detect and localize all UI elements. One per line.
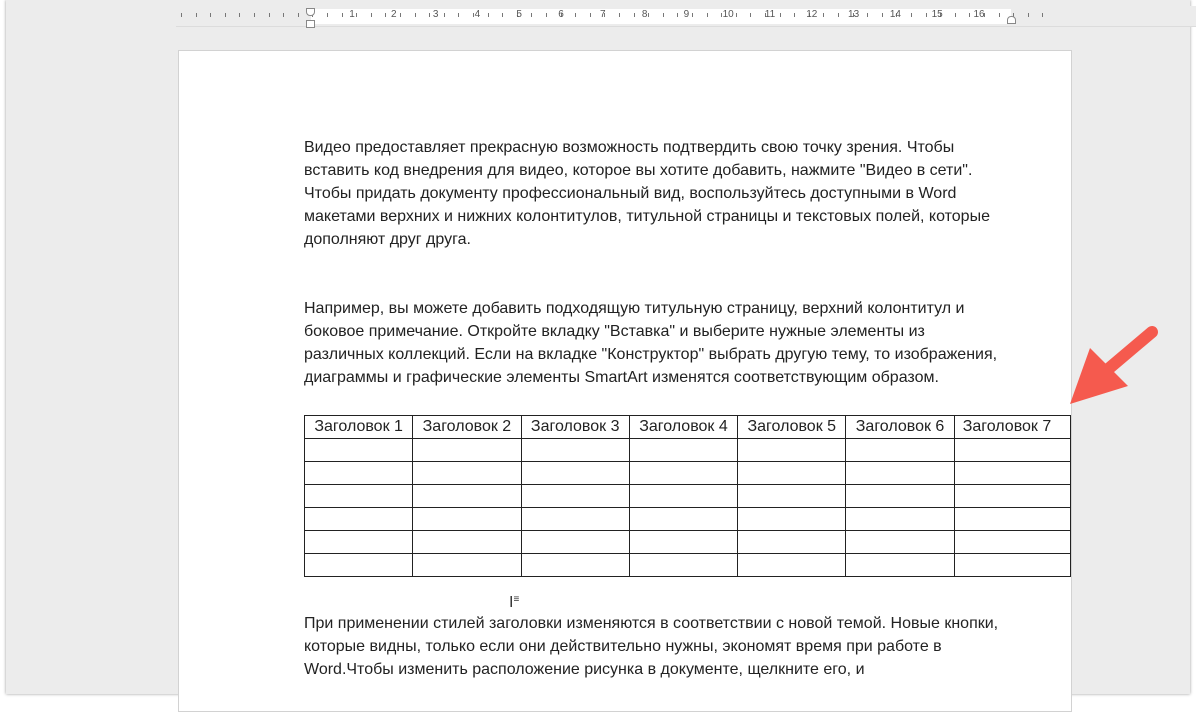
table-cell[interactable] [413,508,521,531]
table-cell[interactable] [305,462,413,485]
ruler-tick [794,13,795,17]
ruler-tick [181,13,182,17]
right-indent-marker[interactable] [1007,16,1016,24]
ruler-tick [196,13,197,17]
table-cell[interactable] [846,485,954,508]
table-cell[interactable] [629,462,737,485]
table-cell[interactable] [846,554,954,577]
table-header-row [305,416,1071,439]
table-cell[interactable] [738,462,846,485]
table-cell[interactable] [738,508,846,531]
table-cell[interactable] [413,485,521,508]
table-cell[interactable] [413,462,521,485]
table-cell[interactable] [954,554,1070,577]
ruler-tick [429,13,430,17]
ruler-number: 9 [683,9,690,20]
table-cell[interactable] [305,531,413,554]
table-header-cell[interactable]: Заголовок 1 [305,416,413,439]
table-cell[interactable] [629,508,737,531]
ruler-tick [838,13,839,17]
ruler-tick [269,13,270,17]
table-cell[interactable] [846,531,954,554]
ruler-tick [1028,13,1029,17]
ruler-tick [926,13,927,17]
ruler-tick [342,13,343,17]
table-cell[interactable] [521,485,629,508]
table-cell[interactable] [954,508,1070,531]
table-cell[interactable] [629,439,737,462]
table-cell[interactable] [738,531,846,554]
table-row [305,554,1071,577]
table-cell[interactable] [305,554,413,577]
ruler-tick [619,13,620,17]
horizontal-ruler[interactable] [176,6,1196,27]
table-cell[interactable] [629,531,737,554]
table-header-cell[interactable]: Заголовок 2 [413,416,521,439]
ruler-number: 1 [349,9,355,20]
table-cell[interactable] [738,439,846,462]
table-cell[interactable] [629,485,737,508]
ruler-tick [210,13,211,17]
table-row [305,439,1071,462]
ruler-tick [750,13,751,17]
table-header-cell[interactable]: Заголовок 4 [629,416,737,439]
ruler-tick [502,13,503,17]
table-cell[interactable] [954,439,1070,462]
table-cell[interactable] [305,485,413,508]
table-header-cell[interactable]: Заголовок 6 [846,416,954,439]
ruler-tick [488,13,489,17]
table-cell[interactable] [954,531,1070,554]
table-cell[interactable] [413,554,521,577]
ruler-tick [239,13,240,17]
ruler-tick [1042,13,1043,17]
ruler-tick [546,13,547,17]
table-cell[interactable] [954,462,1070,485]
ruler-number: 16 [973,9,985,20]
ruler-tick [707,13,708,17]
table-cell[interactable] [738,485,846,508]
ruler-number: 11 [764,9,776,20]
ruler-tick [969,13,970,17]
table-row [305,508,1071,531]
table-cell[interactable] [846,508,954,531]
ruler-tick [400,13,401,17]
table-cell[interactable] [305,439,413,462]
annotation-arrow-icon [1068,318,1163,408]
table-cell[interactable] [521,508,629,531]
table-cell[interactable] [846,462,954,485]
ruler-tick [254,13,255,17]
ruler-tick [823,13,824,17]
first-line-indent-marker[interactable] [306,8,315,16]
ruler-tick [780,13,781,17]
ruler-tick [531,13,532,17]
ruler-number: 6 [558,9,564,20]
ruler-text-area [311,9,1011,24]
table-cell[interactable] [413,439,521,462]
table-cell[interactable] [521,531,629,554]
table-cell[interactable] [846,439,954,462]
table-cell[interactable] [521,439,629,462]
ruler-tick [677,13,678,17]
text-cursor-icon: I≡ [509,594,520,611]
table-header-cell[interactable]: Заголовок 7 [954,416,1070,439]
table-row [305,462,1071,485]
table-cell[interactable] [521,462,629,485]
ruler-tick [736,13,737,17]
paragraph-1[interactable]: Видео предоставляет прекрасную возможность подтвердить свою точку зрения. Чтобы вставить код внедрения для видео, которое вы хотите добавить, нажмите "Видео в сети". Чтобы придать документу профессиональный вид, воспользуйтесь доступными в Word макетами верхних и нижних колонтитулов, титульной страницы и текстовых полей, которые дополняют друг друга. [304,139,990,248]
document-table[interactable] [304,415,1071,577]
ruler-tick [298,13,299,17]
ruler-number: 5 [516,9,522,20]
ruler-number: 13 [848,9,860,20]
table-cell[interactable] [521,554,629,577]
ruler-number: 14 [889,9,901,20]
table-header-cell[interactable]: Заголовок 3 [521,416,629,439]
ruler-tick [663,13,664,17]
table-cell[interactable] [954,485,1070,508]
table-cell[interactable] [738,554,846,577]
ruler-tick [590,13,591,17]
document-page[interactable] [178,50,1072,712]
ruler-tick [415,13,416,17]
ruler-number: 8 [641,9,648,20]
ruler-tick [444,13,445,17]
ruler-tick [648,13,649,17]
paragraph-3[interactable]: При применении стилей заголовки изменяются в соответствии с новой темой. Новые кнопки, которые видны, только если они действительно нужны, экономят время при работе в Word.Чтобы изменить расположение рисунка в документе, щелкните его, и [304,615,999,678]
table-cell[interactable] [305,508,413,531]
ruler-tick [371,13,372,17]
ruler-tick [225,13,226,17]
table-cell[interactable] [413,531,521,554]
ruler-tick [634,13,635,17]
ruler-number: 3 [432,9,439,20]
ruler-tick [327,13,328,17]
ruler-number: 4 [474,9,481,20]
table-container [304,413,1071,578]
ruler-tick [283,13,284,17]
ruler-tick [999,13,1000,17]
ruler-tick [867,13,868,17]
table-row [305,531,1071,554]
ruler-tick [955,13,956,17]
ruler-tick [356,13,357,17]
ruler-tick [458,13,459,17]
ruler-tick [882,13,883,17]
ruler-number: 15 [931,9,943,20]
table-row [305,485,1071,508]
table-cell[interactable] [629,554,737,577]
ruler-number: 12 [806,9,818,20]
left-indent-marker[interactable] [306,20,315,28]
ruler-tick [911,13,912,17]
ruler-tick [385,13,386,17]
ruler-number: 7 [600,9,606,20]
ruler-number: 2 [391,9,397,20]
table-header-cell[interactable]: Заголовок 5 [738,416,846,439]
ruler-number: 10 [722,9,734,20]
ruler-tick [692,13,693,17]
ruler-tick [575,13,576,17]
paragraph-2[interactable]: Например, вы можете добавить подходящую титульную страницу, верхний колонтитул и боковое примечание. Откройте вкладку "Вставка" и выберите нужные элементы из различных коллекций. Если на вкладке "Конструктор" выбрать другую тему, то изображения, диаграммы и графические элементы SmartArt изменятся соответствующим образом. [304,300,998,386]
